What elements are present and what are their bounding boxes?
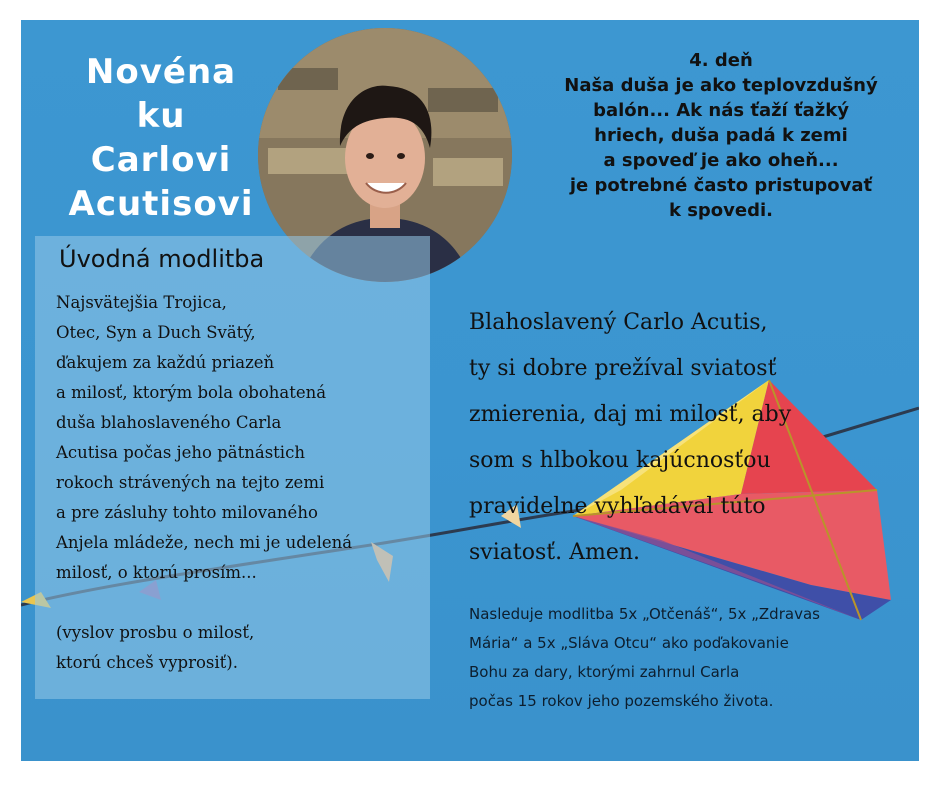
day-prayer	[469, 300, 909, 576]
note-line: počas 15 rokov jeho pozemského života.	[469, 692, 774, 710]
day-line: balón... Ak nás ťaží ťažký	[593, 100, 849, 121]
intro-line: rokoch strávených na tejto zemi	[56, 473, 325, 492]
day-line: je potrebné často pristupovať	[569, 175, 873, 196]
intro-line: Acutisa počas jeho pätnástich	[56, 443, 305, 462]
closing-note	[469, 600, 899, 716]
intro-line: Najsvätejšia Trojica,	[56, 293, 227, 312]
prayer-line: pravidelne vyhľadával túto	[469, 494, 766, 519]
intro-line: duša blahoslaveného Carla	[56, 413, 282, 432]
title-line: ku Carlovi	[90, 96, 232, 180]
day-line: Naša duša je ako teplovzdušný	[564, 75, 878, 96]
novena-card	[21, 20, 919, 761]
prayer-line: ty si dobre prežíval sviatosť	[469, 356, 777, 381]
line-gap	[56, 588, 426, 618]
prayer-line: som s hlbokou kajúcnosťou	[469, 448, 771, 473]
intro-prayer	[56, 288, 426, 678]
intro-line: a pre zásluhy tohto milovaného	[56, 503, 318, 522]
intro-line: ďakujem za každú priazeň	[56, 353, 275, 372]
intro-line: (vyslov prosbu o milosť,	[56, 623, 255, 642]
prayer-line: zmierenia, daj mi milosť, aby	[469, 402, 792, 427]
prayer-line: sviatosť. Amen.	[469, 540, 641, 565]
intro-heading: Úvodná modlitba	[59, 245, 265, 273]
note-line: Bohu za dary, ktorými zahrnul Carla	[469, 663, 740, 681]
note-line: Mária“ a 5x „Sláva Otcu“ ako poďakovanie	[469, 634, 789, 652]
intro-line: Anjela mládeže, nech mi je udelená	[56, 533, 353, 552]
prayer-line: Blahoslavený Carlo Acutis,	[469, 310, 768, 335]
day-label: 4. deň	[689, 50, 753, 71]
intro-line: milosť, o ktorú prosím...	[56, 563, 257, 582]
day-reflection	[521, 48, 919, 223]
title-line: Novéna	[85, 52, 237, 92]
intro-line: ktorú chceš vyprosiť).	[56, 653, 238, 672]
page-title	[61, 50, 261, 226]
intro-line: Otec, Syn a Duch Svätý,	[56, 323, 256, 342]
title-line: Acutisovi	[68, 184, 254, 224]
intro-line: a milosť, ktorým bola obohatená	[56, 383, 327, 402]
day-line: k spovedi.	[668, 200, 774, 221]
note-line: Nasleduje modlitba 5x „Otčenáš“, 5x „Zdravas	[469, 605, 820, 623]
day-line: a spoveď je ako oheň...	[603, 150, 839, 171]
day-line: hriech, duša padá k zemi	[594, 125, 848, 146]
